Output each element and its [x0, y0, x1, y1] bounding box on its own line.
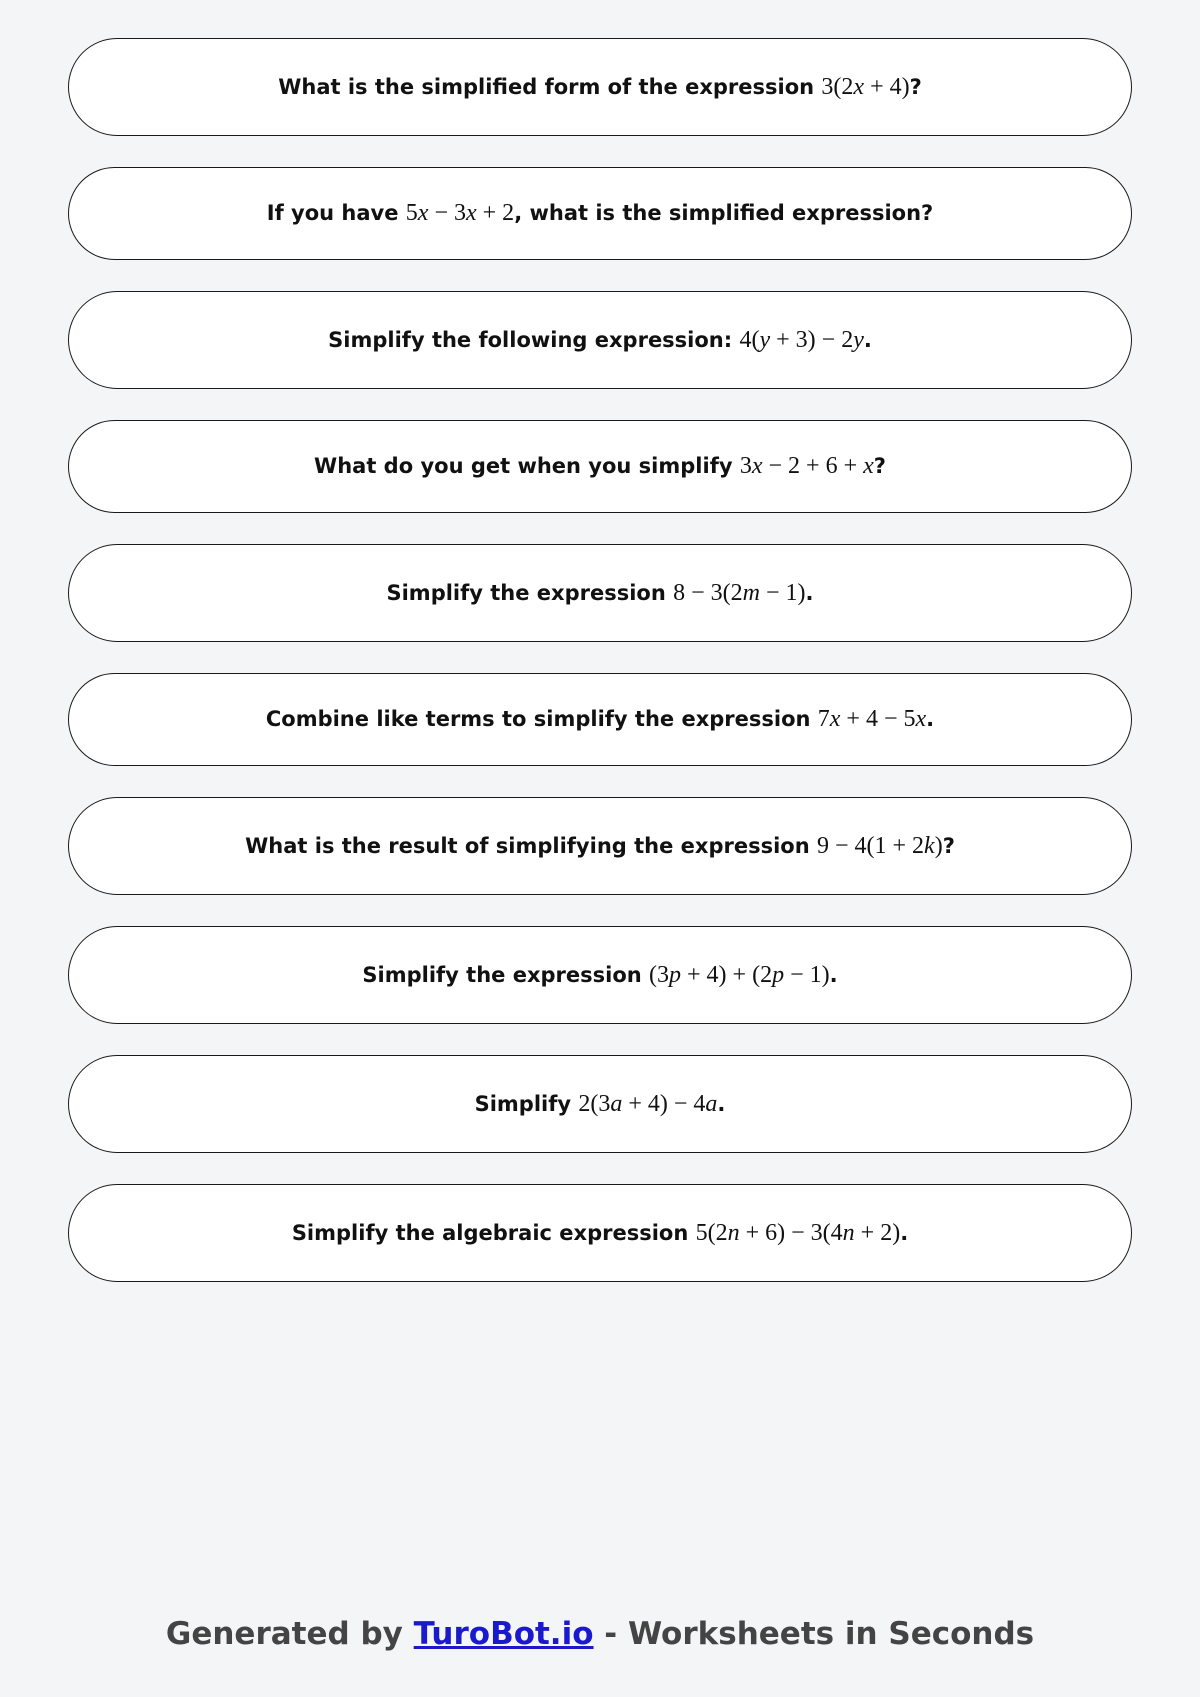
math-expression: 7x + 4 − 5x: [817, 706, 927, 732]
math-expression: 5(2n + 6) − 3(4n + 2): [695, 1219, 901, 1246]
math-expression: 3(2x + 4): [821, 73, 910, 100]
question-text: Simplify the algebraic expression 5(2n + 6) − 3(4n + 2).: [291, 1219, 909, 1246]
question-list: [68, 38, 1132, 1313]
question-card-6: [68, 673, 1132, 766]
question-text: What is the simplified form of the expression 3(2x + 4)?: [278, 73, 922, 100]
question-text: If you have 5x − 3x + 2, what is the simplified expression?: [266, 200, 934, 226]
question-text: What is the result of simplifying the expression 9 − 4(1 + 2k)?: [245, 832, 955, 859]
question-text: Simplify 2(3a + 4) − 4a.: [474, 1090, 726, 1117]
question-card-2: [68, 167, 1132, 260]
footer-suffix: - Worksheets in Seconds: [593, 1616, 1035, 1652]
math-expression: 4(y + 3) − 2y: [739, 326, 864, 353]
footer-prefix: Generated by: [165, 1616, 414, 1652]
question-card-7: [68, 797, 1132, 895]
question-card-5: [68, 544, 1132, 642]
question-text: Simplify the expression 8 − 3(2m − 1).: [386, 579, 814, 606]
question-card-9: [68, 1055, 1132, 1153]
question-card-4: [68, 420, 1132, 513]
math-expression: 2(3a + 4) − 4a: [578, 1090, 718, 1117]
math-expression: 3x − 2 + 6 + x: [739, 453, 874, 479]
math-expression: 8 − 3(2m − 1): [673, 579, 806, 606]
question-text: Simplify the following expression: 4(y + 3) − 2y.: [328, 326, 872, 353]
math-expression: 5x − 3x + 2: [405, 200, 515, 226]
footer-credit: [0, 1616, 1200, 1652]
question-text: Combine like terms to simplify the expression 7x + 4 − 5x.: [265, 706, 935, 732]
math-expression: 9 − 4(1 + 2k): [816, 832, 943, 859]
question-text: Simplify the expression (3p + 4) + (2p − 1).: [362, 961, 838, 988]
math-expression: (3p + 4) + (2p − 1): [649, 961, 830, 988]
question-card-3: [68, 291, 1132, 389]
question-card-8: [68, 926, 1132, 1024]
question-text: What do you get when you simplify 3x − 2 + 6 + x?: [314, 453, 886, 479]
turobot-link[interactable]: TuroBot.io: [413, 1616, 594, 1652]
question-card-10: [68, 1184, 1132, 1282]
question-card-1: [68, 38, 1132, 136]
